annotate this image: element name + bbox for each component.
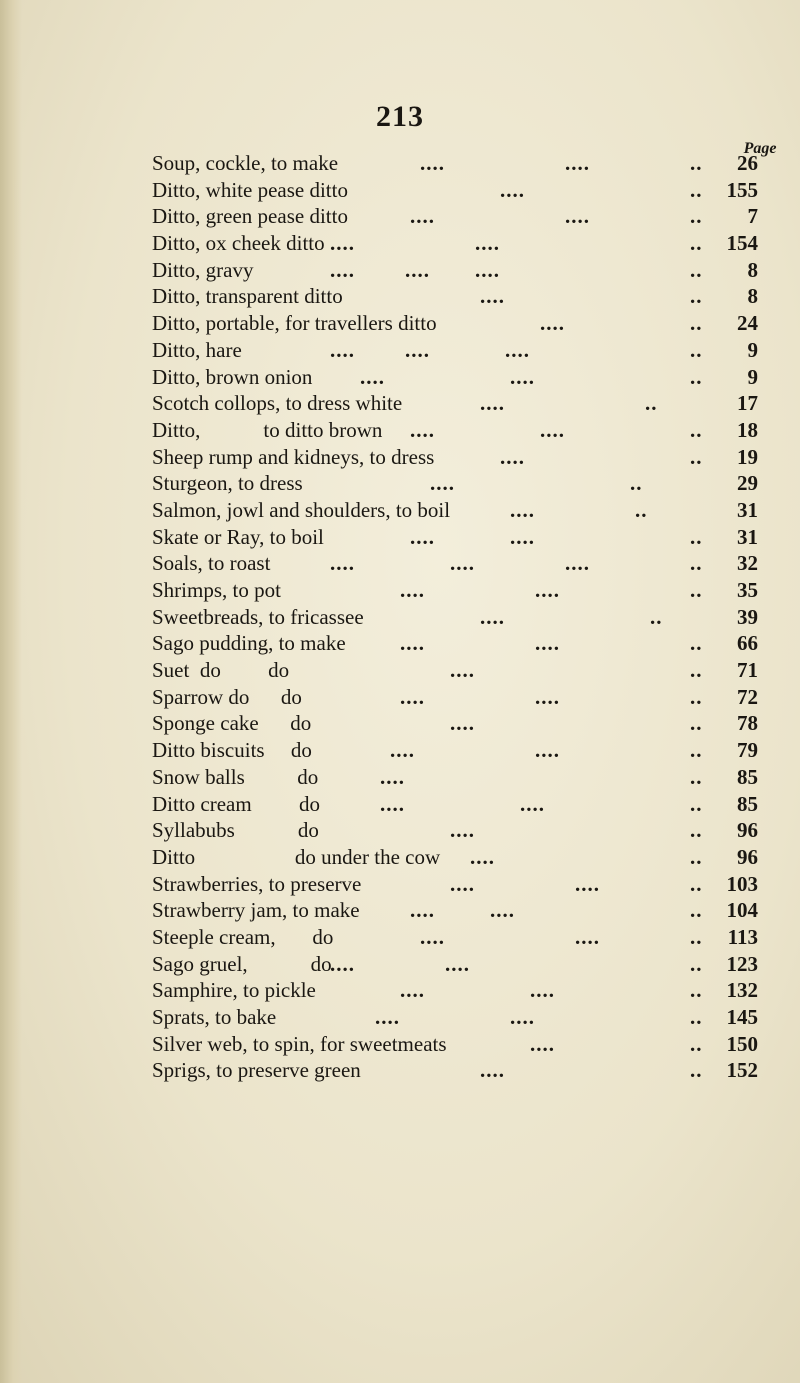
dot-leader: .. (690, 578, 703, 602)
index-entry (0, 444, 800, 471)
index-entry-title: Sprats, to bake (152, 1005, 277, 1029)
dot-leader: .... (575, 924, 600, 949)
dot-leader: .... (510, 524, 535, 549)
index-entry-title: Sturgeon, to dress (152, 471, 303, 496)
index-entry-page: 132 (726, 978, 758, 1003)
dot-leader: .... (410, 524, 435, 549)
index-entry-title: Syllabubs do (152, 818, 319, 843)
dot-leader: .... (535, 684, 560, 709)
index-entry-title: Ditto, transparent ditto (152, 284, 343, 309)
dot-leader: .... (535, 578, 560, 602)
dot-leader: .. (690, 311, 703, 336)
dot-leader: .... (400, 978, 425, 1003)
dot-leader: .... (510, 1005, 535, 1029)
index-entry-page: 8 (747, 257, 758, 282)
index-entry-page: 31 (737, 497, 758, 522)
dot-leader: .. (690, 284, 703, 309)
dot-leader: .... (565, 551, 590, 576)
index-entry-page: 71 (737, 658, 758, 683)
dot-leader: .. (690, 658, 703, 683)
dot-leader: .... (390, 738, 415, 763)
index-entry (0, 577, 800, 604)
dot-leader: .... (405, 257, 430, 282)
index-entry-title: Ditto, portable, for travellers ditto (152, 311, 437, 336)
dot-leader: .. (690, 1005, 703, 1029)
index-entry (0, 791, 800, 818)
dot-leader: .... (500, 444, 525, 469)
dot-leader: .... (450, 871, 475, 896)
index-entry-page: 35 (737, 578, 758, 602)
index-entry-page: 8 (747, 284, 758, 309)
dot-leader: .. (635, 497, 648, 522)
index-entry (0, 710, 800, 737)
dot-leader: .... (505, 337, 530, 362)
dot-leader: .... (375, 1005, 400, 1029)
dot-leader: .... (480, 391, 505, 416)
dot-leader: .... (480, 1058, 505, 1083)
index-entry-title: Sheep rump and kidneys, to dress (152, 444, 435, 469)
index-entry-page: 9 (747, 337, 758, 362)
dot-leader: .. (690, 1031, 703, 1056)
dot-leader: .... (510, 364, 535, 389)
index-entry (0, 364, 800, 391)
dot-leader: .... (535, 738, 560, 763)
dot-leader: .... (410, 204, 435, 229)
index-entry-title: Ditto, brown onion (152, 364, 313, 389)
index-entry-title: Salmon, jowl and shoulders, to boil (152, 497, 451, 522)
index-entry-page: 24 (737, 311, 758, 336)
index-entry-page: 96 (737, 844, 758, 869)
index-entry-page: 17 (737, 391, 758, 416)
index-entry-title: Sprigs, to preserve green (152, 1058, 361, 1083)
index-entry-page: 113 (727, 924, 758, 949)
index-entry (0, 924, 800, 951)
index-entry-page: 155 (726, 177, 758, 202)
index-entry (0, 390, 800, 417)
index-entry-title: Soup, cockle, to make (152, 151, 339, 175)
index-entry-page: 18 (737, 417, 758, 442)
dot-leader: .... (405, 337, 430, 362)
index-entry (0, 951, 800, 978)
index-entry (0, 817, 800, 844)
index-entry-title: Ditto, ox cheek ditto (152, 231, 325, 256)
dot-leader: .. (690, 364, 703, 389)
dot-leader: .. (690, 631, 703, 656)
dot-leader: .... (450, 551, 475, 576)
index-entry-title: Ditto, green pease ditto (152, 204, 348, 229)
dot-leader: .. (690, 738, 703, 763)
dot-leader: .. (690, 151, 703, 175)
index-entry (0, 764, 800, 791)
dot-leader: .... (400, 631, 425, 656)
dot-leader: .... (475, 231, 500, 256)
index-entry (0, 257, 800, 284)
dot-leader: .. (630, 471, 643, 496)
dot-leader: .... (360, 364, 385, 389)
dot-leader: .. (690, 684, 703, 709)
dot-leader: .... (520, 791, 545, 816)
index-entry-page: 79 (737, 738, 758, 763)
index-entry-page: 66 (737, 631, 758, 656)
page-number: 213 (376, 100, 424, 133)
dot-leader: .. (645, 391, 658, 416)
dot-leader: .... (530, 978, 555, 1003)
dot-leader: .... (540, 417, 565, 442)
dot-leader: .... (330, 257, 355, 282)
index-entry (0, 230, 800, 257)
index-entry-title: Ditto, hare (152, 337, 242, 362)
index-entry-title: Ditto, white pease ditto (152, 177, 348, 202)
index-entry-title: Suet do do (152, 658, 290, 683)
index-entry-page: 145 (726, 1005, 758, 1029)
dot-leader: .... (510, 497, 535, 522)
dot-leader: .. (690, 231, 703, 256)
index-entry (0, 470, 800, 497)
dot-leader: .. (690, 711, 703, 736)
dot-leader: .. (690, 551, 703, 576)
dot-leader: .... (450, 818, 475, 843)
index-entry (0, 897, 800, 924)
index-entry-page: 7 (747, 204, 758, 229)
dot-leader: .... (400, 578, 425, 602)
index-entry (0, 1004, 800, 1031)
dot-leader: .... (535, 631, 560, 656)
index-entry-title: Ditto, gravy (152, 257, 254, 282)
dot-leader: .. (690, 337, 703, 362)
dot-leader: .. (690, 818, 703, 843)
index-entry-page: 123 (726, 951, 758, 976)
index-entry-title: Sago gruel, do (152, 951, 332, 976)
dot-leader: .. (650, 604, 663, 629)
page-column-header: Page (743, 140, 777, 157)
dot-leader: .... (330, 231, 355, 256)
dot-leader: .. (690, 791, 703, 816)
dot-leader: .... (450, 658, 475, 683)
dot-leader: .. (690, 444, 703, 469)
dot-leader: .... (380, 791, 405, 816)
index-entry-page: 78 (737, 711, 758, 736)
dot-leader: .... (420, 151, 445, 175)
dot-leader: .... (480, 604, 505, 629)
index-entry (0, 684, 800, 711)
dot-leader: .. (690, 1058, 703, 1083)
index-entry (0, 283, 800, 310)
index-entry-page: 19 (737, 444, 758, 469)
index-entry (0, 1031, 800, 1058)
index-entry-page: 85 (737, 791, 758, 816)
index-entry-page: 29 (737, 471, 758, 496)
index-entry-page: 9 (747, 364, 758, 389)
index-entry (0, 604, 800, 631)
index-entry (0, 844, 800, 871)
dot-leader: .... (330, 337, 355, 362)
index-entry (0, 630, 800, 657)
dot-leader: .. (690, 204, 703, 229)
dot-leader: .... (540, 311, 565, 336)
dot-leader: .. (690, 177, 703, 202)
dot-leader: .... (450, 711, 475, 736)
index-entry-title: Sponge cake do (152, 711, 312, 736)
index-entry-title: Samphire, to pickle (152, 978, 316, 1003)
index-entry-page: 96 (737, 818, 758, 843)
dot-leader: .... (410, 898, 435, 923)
dot-leader: .. (690, 978, 703, 1003)
dot-leader: .. (690, 924, 703, 949)
index-entry-title: Ditto do under the cow (152, 844, 441, 869)
index-entry-title: Strawberries, to preserve (152, 871, 362, 896)
dot-leader: .. (690, 951, 703, 976)
dot-leader: .... (490, 898, 515, 923)
dot-leader: .... (500, 177, 525, 202)
index-entry (0, 1057, 800, 1084)
index-entry-title: Sago pudding, to make (152, 631, 346, 656)
dot-leader: .... (380, 764, 405, 789)
index-entry-page: 39 (737, 604, 758, 629)
dot-leader: .... (565, 204, 590, 229)
dot-leader: .... (330, 551, 355, 576)
dot-leader: .. (690, 257, 703, 282)
index-entry-title: Sweetbreads, to fricassee (152, 604, 364, 629)
dot-leader: .. (690, 844, 703, 869)
index-entry-title: Ditto, to ditto brown (152, 417, 383, 442)
index-entry-page: 150 (726, 1031, 758, 1056)
dot-leader: .... (575, 871, 600, 896)
index-entry-title: Strawberry jam, to make (152, 898, 360, 923)
dot-leader: .. (690, 417, 703, 442)
index-entry-title: Shrimps, to pot (152, 578, 281, 602)
index-entry-page: 31 (737, 524, 758, 549)
dot-leader: .... (410, 417, 435, 442)
index-entry-title: Ditto biscuits do (152, 738, 312, 763)
index-list (0, 150, 800, 1084)
index-entry-page: 72 (737, 684, 758, 709)
index-entry-title: Steeple cream, do (152, 924, 334, 949)
index-entry-title: Scotch collops, to dress white (152, 391, 403, 416)
dot-leader: .... (480, 284, 505, 309)
index-entry-title: Silver web, to spin, for sweetmeats (152, 1031, 447, 1056)
index-entry-title: Snow balls do (152, 764, 319, 789)
dot-leader: .. (690, 898, 703, 923)
index-entry-title: Skate or Ray, to boil (152, 524, 324, 549)
index-entry (0, 310, 800, 337)
dot-leader: .. (690, 871, 703, 896)
index-entry-title: Sparrow do do (152, 684, 302, 709)
dot-leader: .. (690, 524, 703, 549)
index-entry-page: 152 (726, 1058, 758, 1083)
dot-leader: .... (445, 951, 470, 976)
dot-leader: .... (530, 1031, 555, 1056)
index-entry-title: Soals, to roast (152, 551, 271, 576)
index-entry (0, 871, 800, 898)
index-entry (0, 150, 800, 177)
index-entry-page: 26 (737, 151, 758, 175)
index-entry (0, 524, 800, 551)
index-entry (0, 417, 800, 444)
index-entry-title: Ditto cream do (152, 791, 320, 816)
index-entry (0, 337, 800, 364)
dot-leader: .... (470, 844, 495, 869)
index-entry (0, 177, 800, 204)
index-entry (0, 977, 800, 1004)
index-entry-page: 103 (726, 871, 758, 896)
dot-leader: .... (330, 951, 355, 976)
index-entry (0, 497, 800, 524)
dot-leader: .... (400, 684, 425, 709)
index-entry (0, 657, 800, 684)
index-entry-page: 85 (737, 764, 758, 789)
index-entry (0, 737, 800, 764)
index-entry (0, 203, 800, 230)
dot-leader: .... (475, 257, 500, 282)
index-entry-page: 104 (726, 898, 758, 923)
dot-leader: .... (420, 924, 445, 949)
dot-leader: .... (565, 151, 590, 175)
index-entry-page: 32 (737, 551, 758, 576)
index-entry-page: 154 (726, 231, 758, 256)
dot-leader: .... (430, 471, 455, 496)
dot-leader: .. (690, 764, 703, 789)
index-entry (0, 550, 800, 577)
